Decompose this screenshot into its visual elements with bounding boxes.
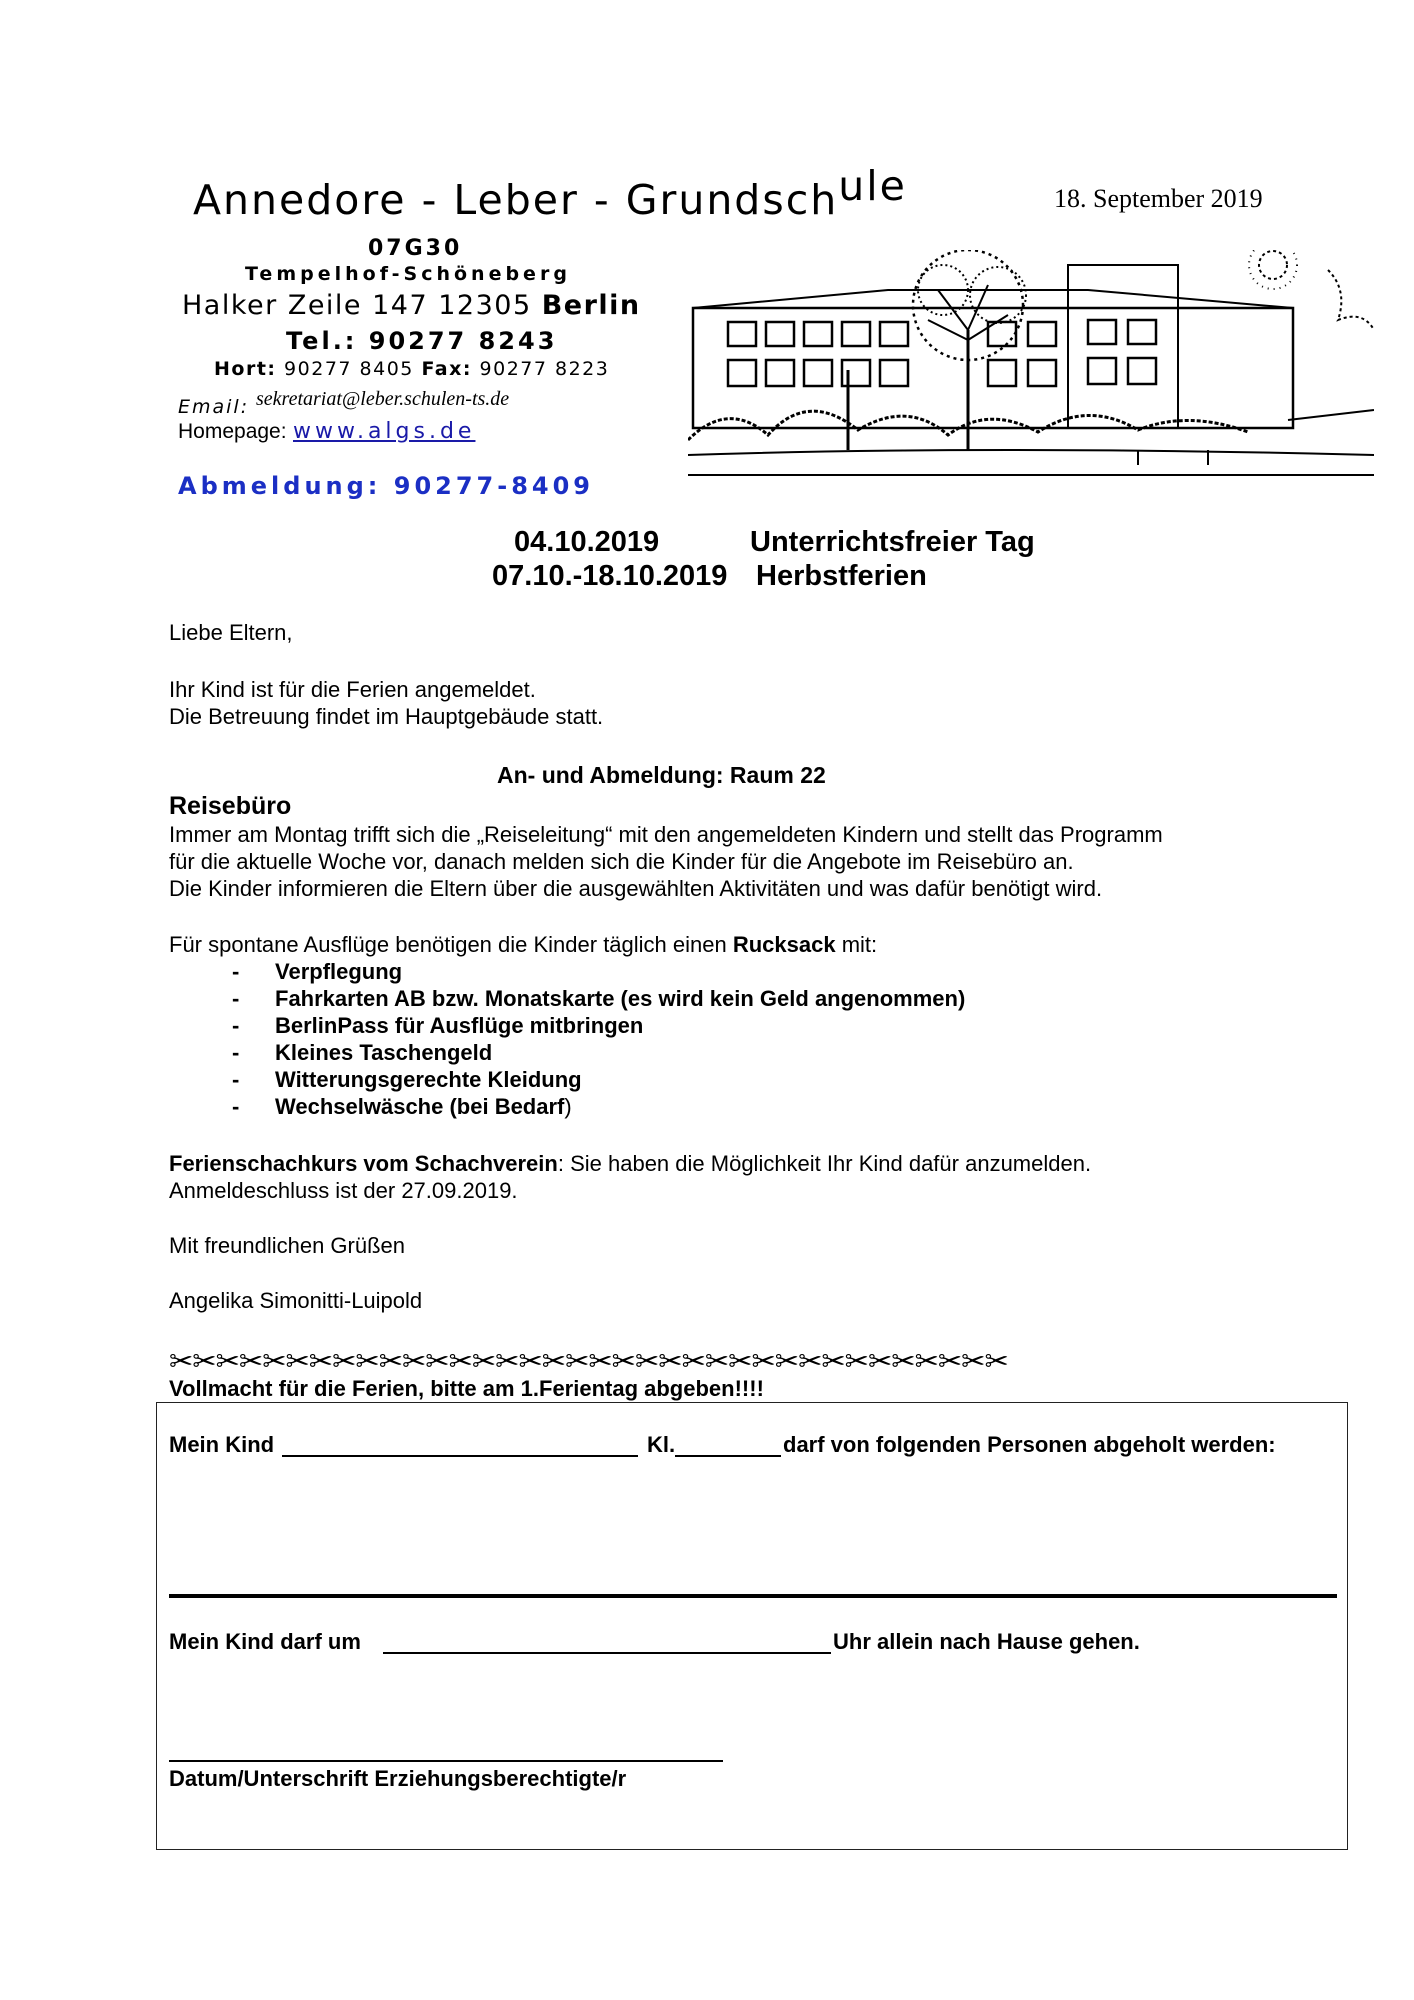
hort-value: 90277 8405 — [276, 358, 422, 380]
list-item-suffix: ) — [564, 1094, 572, 1119]
rucksack-post: mit: — [835, 932, 878, 957]
fax-label: Fax: — [421, 358, 472, 380]
reisebuero-heading: Reisebüro — [169, 792, 292, 820]
list-item-text: Wechselwäsche (bei Bedarf — [275, 1094, 565, 1119]
signature-label: Datum/Unterschrift Erziehungsberechtigte/r — [169, 1766, 627, 1791]
homepage-link[interactable]: www.algs.de — [293, 419, 476, 444]
child-name-field[interactable] — [282, 1455, 638, 1457]
school-name-main: Annedore - Leber - Grundsch — [193, 176, 839, 224]
signature-name: Angelika Simonitti-Luipold — [169, 1288, 423, 1313]
abmeldung-phone: Abmeldung: 90277-8409 — [178, 472, 595, 500]
list-dash: - — [232, 1094, 240, 1119]
list-dash: - — [232, 1067, 240, 1092]
form-line-1-label: Mein Kind — [169, 1432, 275, 1457]
school-name — [193, 162, 907, 224]
paragraph-1-line-1: Ihr Kind ist für die Ferien angemeldet. — [169, 677, 536, 702]
list-item: Verpflegung — [275, 959, 403, 984]
address-street: Halker Zeile 147 12305 — [182, 290, 542, 321]
address-city: Berlin — [541, 290, 641, 321]
list-item: Fahrkarten AB bzw. Monatskarte (es wird kein Geld angenommen) — [275, 986, 966, 1011]
rucksack-line — [169, 932, 877, 958]
list-item: BerlinPass für Ausflüge mitbringen — [275, 1013, 644, 1038]
form-line-2-rest: Uhr allein nach Hause gehen. — [833, 1629, 1140, 1654]
school-code: 07G30 — [368, 236, 463, 261]
an-abmeldung-room: An- und Abmeldung: Raum 22 — [497, 762, 826, 788]
list-dash: - — [232, 959, 240, 984]
schach-line-1 — [169, 1151, 1091, 1177]
address — [182, 290, 641, 321]
schach-rest: : Sie haben die Möglichkeit Ihr Kind dafür anzumelden. — [557, 1151, 1092, 1176]
paragraph-1-line-2: Die Betreuung findet im Hauptgebäude statt. — [169, 704, 604, 729]
hort-label: Hort: — [214, 358, 277, 380]
class-label: Kl. — [647, 1432, 676, 1457]
hort-fax-line — [214, 358, 609, 380]
telephone: Tel.: 90277 8243 — [286, 327, 558, 355]
reise-line-1: Immer am Montag trifft sich die „Reiseleitung“ mit den angemeldeten Kindern und stellt das Programm — [169, 822, 1163, 847]
district: Tempelhof-Schöneberg — [245, 263, 571, 285]
schach-line-2: Anmeldeschluss ist der 27.09.2019. — [169, 1178, 518, 1203]
email-value: sekretariat@leber.schulen-ts.de — [256, 388, 510, 410]
class-field[interactable] — [675, 1455, 781, 1457]
list-item: Kleines Taschengeld — [275, 1040, 493, 1065]
list-dash: - — [232, 1013, 240, 1038]
rucksack-pre: Für spontane Ausflüge benötigen die Kinder täglich einen — [169, 932, 733, 957]
pickup-persons-field[interactable] — [169, 1594, 1337, 1598]
greeting: Liebe Eltern, — [169, 620, 293, 645]
date-1: 04.10.2019 — [514, 526, 660, 558]
list-item — [275, 1094, 572, 1120]
reise-line-2: für die aktuelle Woche vor, danach melden sich die Kinder für die Angebote im Reisebüro an. — [169, 849, 1074, 874]
form-line-1-rest: darf von folgenden Personen abgeholt werden: — [783, 1432, 1276, 1457]
date-2-label: Herbstferien — [756, 560, 927, 592]
time-field[interactable] — [383, 1652, 831, 1654]
rucksack-bold: Rucksack — [732, 932, 836, 957]
school-name-tail: ule — [838, 162, 907, 210]
school-building-sketch — [688, 250, 1374, 490]
form-title: Vollmacht für die Ferien, bitte am 1.Ferientag abgeben!!!! — [169, 1376, 764, 1401]
fax-value: 90277 8223 — [471, 358, 610, 380]
closing: Mit freundlichen Grüßen — [169, 1233, 405, 1258]
signature-field[interactable] — [169, 1760, 723, 1762]
list-dash: - — [232, 986, 240, 1011]
list-dash: - — [232, 1040, 240, 1065]
letter-date: 18. September 2019 — [1054, 184, 1263, 213]
scissors-cut-line: ✂✂✂✂✂✂✂✂✂✂✂✂✂✂✂✂✂✂✂✂✂✂✂✂✂✂✂✂✂✂✂✂✂✂✂✂ — [169, 1346, 1008, 1378]
date-1-label: Unterrichtsfreier Tag — [750, 526, 1035, 558]
schach-bold: Ferienschachkurs vom Schachverein — [169, 1151, 558, 1176]
list-item: Witterungsgerechte Kleidung — [275, 1067, 582, 1092]
reise-line-3: Die Kinder informieren die Eltern über die ausgewählten Aktivitäten und was dafür benötigt wird. — [169, 876, 1103, 901]
date-2: 07.10.-18.10.2019 — [492, 560, 728, 592]
form-line-2-label: Mein Kind darf um — [169, 1629, 361, 1654]
homepage-label: Homepage: — [178, 420, 287, 443]
email-label: Email: — [178, 396, 250, 418]
